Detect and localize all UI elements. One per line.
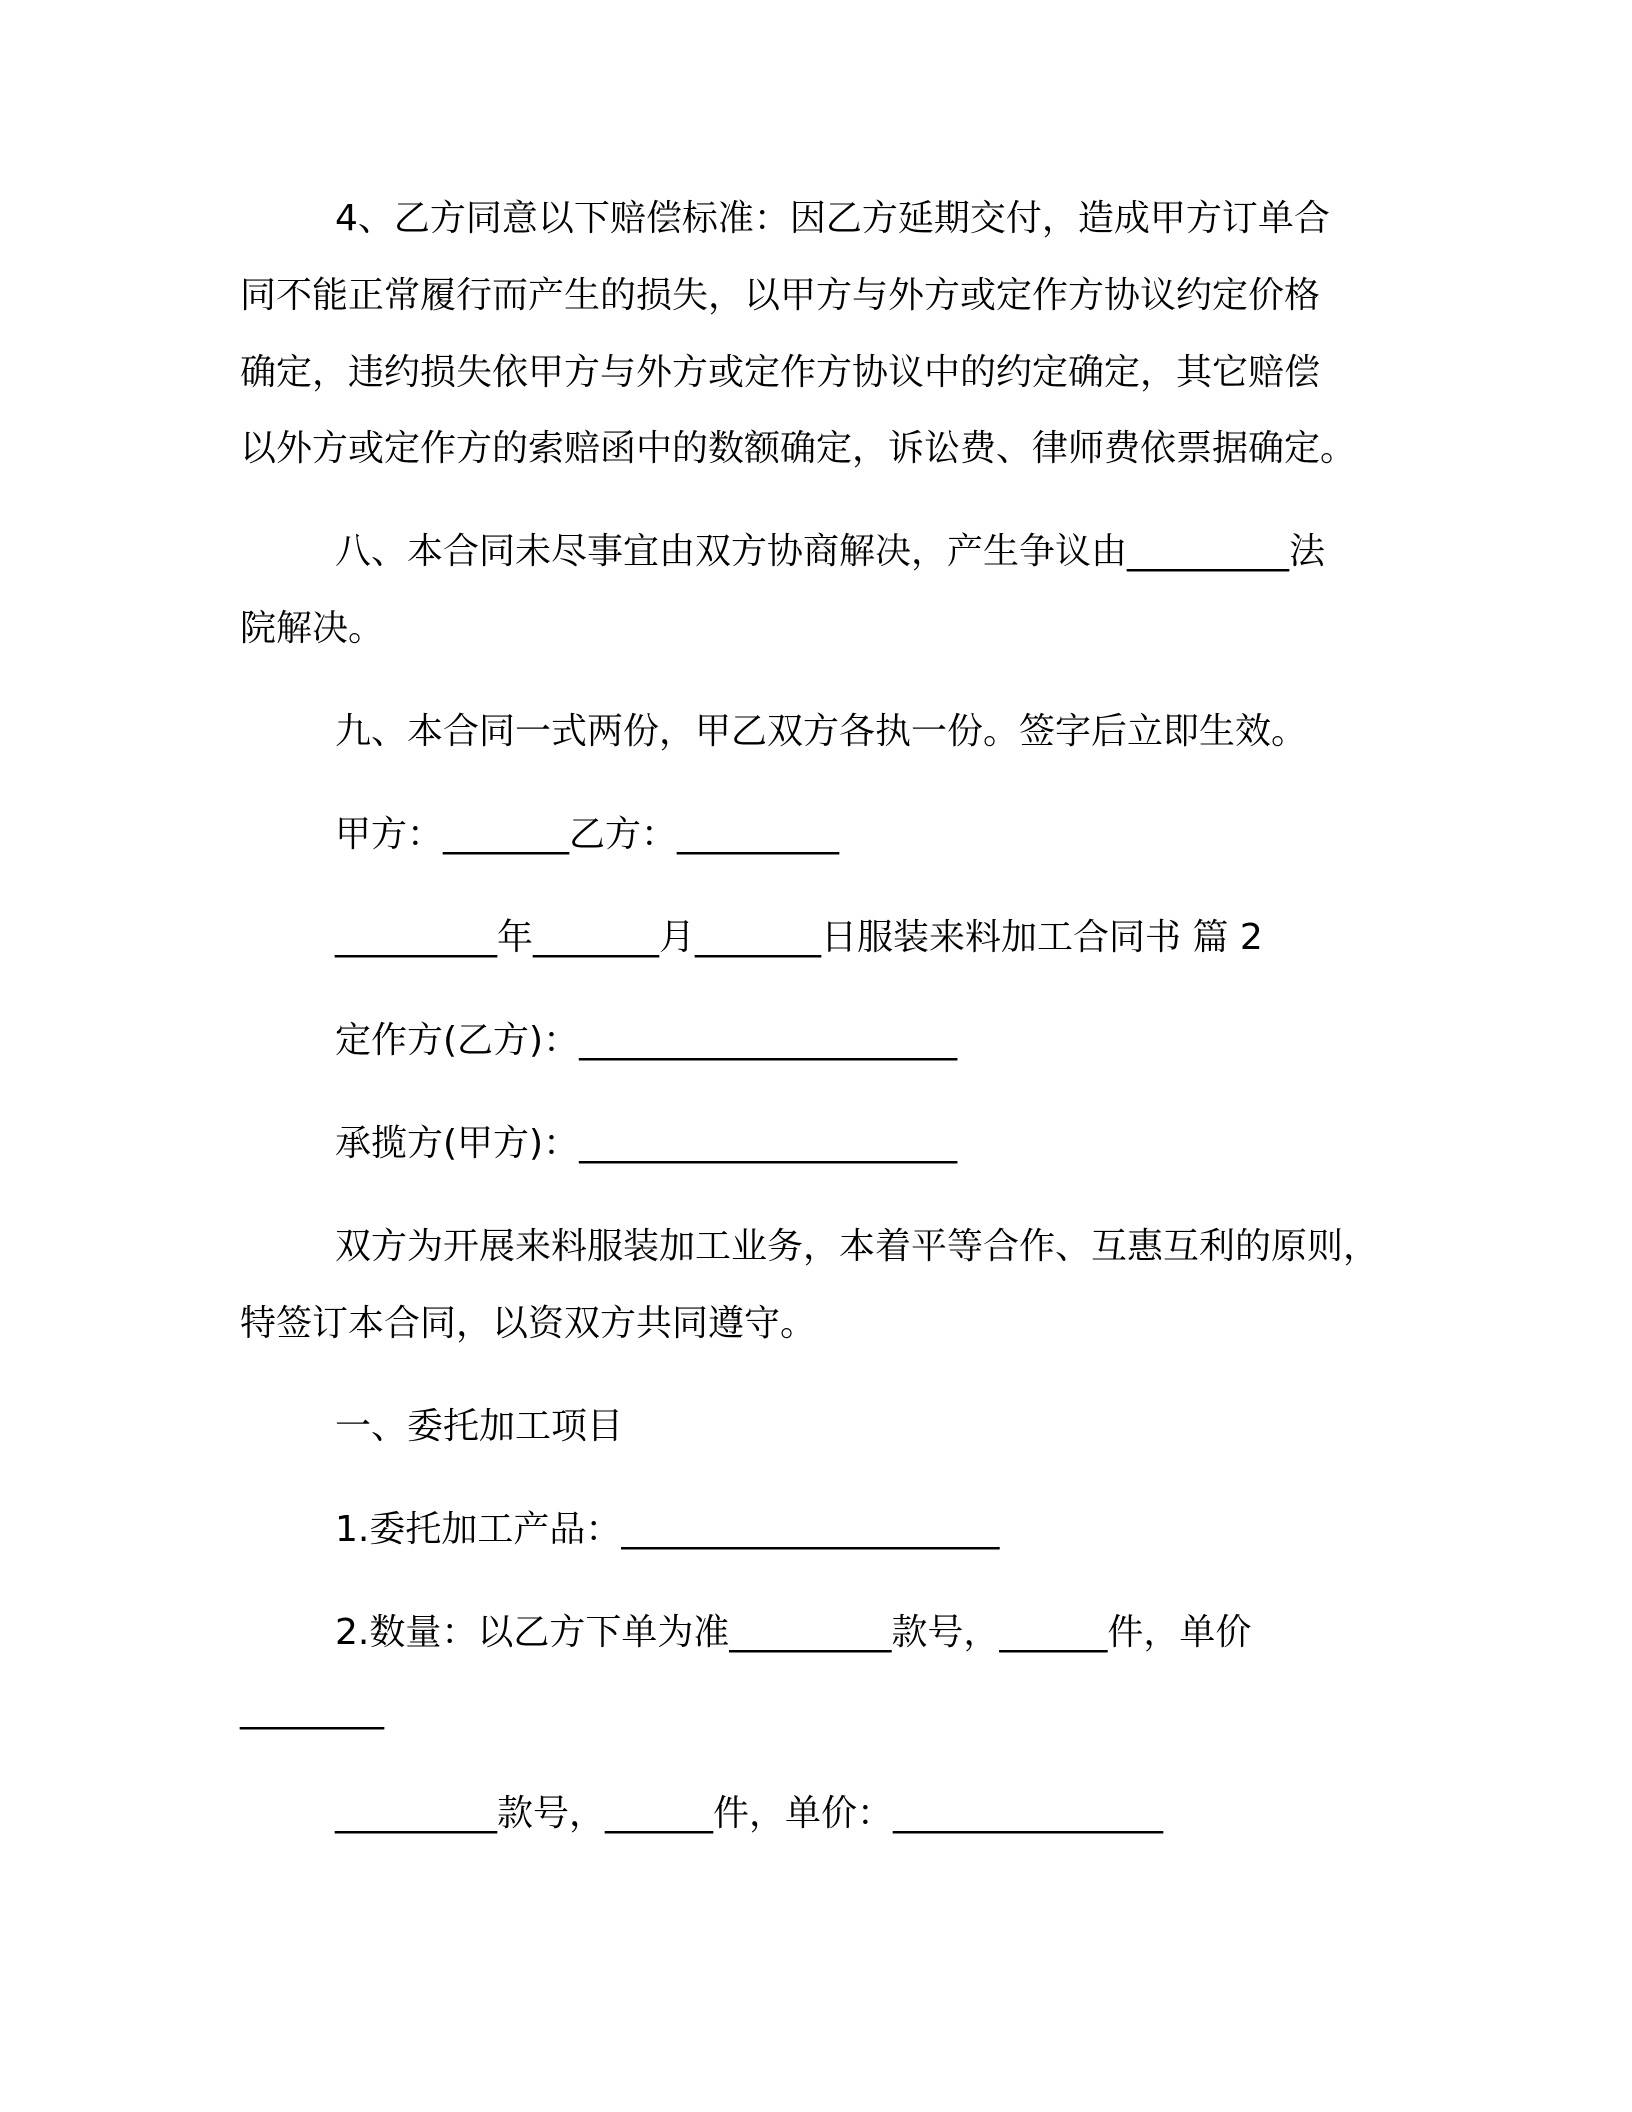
compensation-clause-line-4: 以外方或定作方的索赔函中的数额确定，诉讼费、律师费依票据确定。 [240,428,1357,469]
dispute-clause-line-1: 八、本合同未尽事宜由双方协商解决，产生争议由_________法 [335,531,1326,572]
preamble-line-1: 双方为开展来料服装加工业务，本着平等合作、互惠互利的原则， [335,1226,1380,1267]
party-b-line: 定作方(乙方)：_____________________ [335,1020,958,1061]
item-quantity-continued: _________款号，______件，单价：_______________ [335,1793,1164,1834]
signature-line: 甲方：_______乙方：_________ [335,814,840,855]
party-a-line: 承揽方(甲方)：_____________________ [335,1123,958,1164]
item-quantity-line-2: ________ [240,1689,384,1730]
compensation-clause-line-3: 确定，违约损失依甲方与外方或定作方协议中的约定确定，其它赔偿 [240,352,1321,393]
compensation-clause-line-1: 4、乙方同意以下赔偿标准：因乙方延期交付，造成甲方订单合 [335,198,1330,239]
date-title-line: _________年_______月_______日服装来料加工合同书 篇 2 [335,917,1263,958]
copies-clause: 九、本合同一式两份，甲乙双方各执一份。签字后立即生效。 [335,711,1308,752]
item-product: 1.委托加工产品：_____________________ [335,1509,1000,1550]
section-one-heading: 一、委托加工项目 [335,1406,624,1447]
item-quantity-line-1: 2.数量：以乙方下单为准_________款号，______件，单价 [335,1612,1252,1653]
dispute-clause-line-2: 院解决。 [240,608,385,649]
compensation-clause-line-2: 同不能正常履行而产生的损失，以甲方与外方或定作方协议约定价格 [240,275,1321,316]
preamble-line-2: 特签订本合同，以资双方共同遵守。 [240,1303,817,1344]
